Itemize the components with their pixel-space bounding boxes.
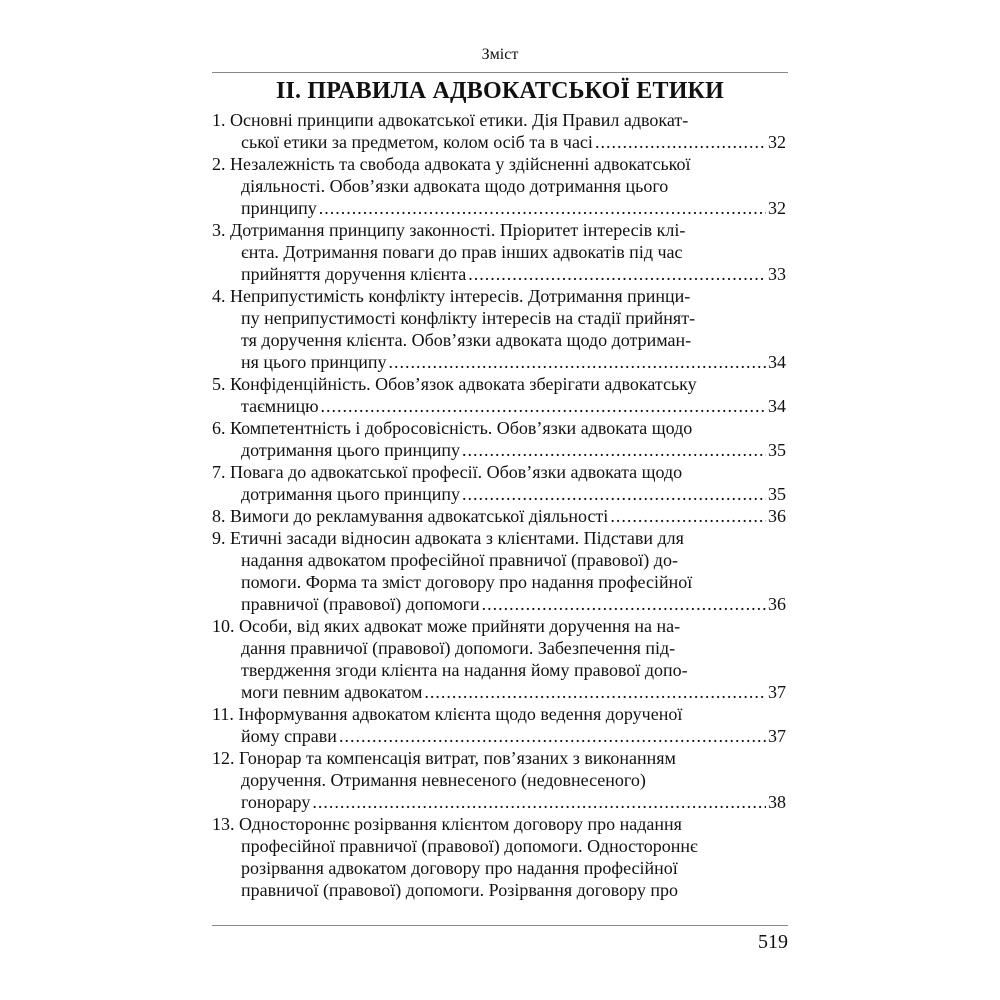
dot-leader: [389, 351, 767, 373]
toc-entry-line: розірвання адвокатом договору про надання професійної: [241, 858, 678, 878]
toc-entry-line: [212, 197, 786, 219]
toc-entry: [212, 527, 786, 615]
table-of-contents: [212, 109, 786, 901]
toc-entry-line: [212, 131, 786, 153]
dot-leader: [595, 131, 766, 153]
toc-entry: [212, 505, 786, 527]
footer-rule: [212, 925, 788, 926]
toc-page-number: 34: [768, 396, 786, 416]
toc-entry-line: 12. Гонорар та компенсація витрат, пов’язаних з виконанням: [212, 748, 676, 768]
toc-entry: [212, 461, 786, 505]
toc-entry-line: 2. Незалежність та свобода адвоката у здійсненні адвокатської: [212, 154, 691, 174]
dot-leader: [462, 483, 766, 505]
toc-entry: [212, 747, 786, 813]
toc-entry-line: 4. Неприпустимість конфлікту інтересів. Дотримання принци-: [212, 286, 691, 306]
toc-entry-line: надання адвокатом професійної правничої (правової) до-: [241, 550, 678, 570]
toc-entry-line: 1. Основні принципи адвокатської етики. Дія Правил адвокат-: [212, 110, 689, 130]
toc-page-number: 33: [768, 264, 786, 284]
toc-entry-text: прийняття доручення клієнта: [241, 264, 467, 284]
toc-page-number: 38: [768, 792, 786, 812]
toc-entry-text: таємницю: [241, 396, 319, 416]
toc-entry-line: [212, 483, 786, 505]
dot-leader: [468, 263, 766, 285]
toc-entry: [212, 109, 786, 153]
toc-entry: [212, 615, 786, 703]
toc-entry-line: 3. Дотримання принципу законності. Пріоритет інтересів клі-: [212, 220, 686, 240]
toc-page-number: 32: [768, 198, 786, 218]
toc-entry-text: ської етики за предметом, колом осіб та в часі: [241, 132, 593, 152]
toc-entry-line: твердження згоди клієнта на надання йому правової допо-: [241, 660, 688, 680]
toc-page-number: 36: [768, 506, 786, 526]
dot-leader: [312, 791, 766, 813]
toc-page-number: 34: [768, 352, 786, 372]
toc-entry-line: 5. Конфіденційність. Обов’язок адвоката зберігати адвокатську: [212, 374, 697, 394]
toc-page-number: 37: [768, 726, 786, 746]
toc-page-number: 36: [768, 594, 786, 614]
toc-entry-line: [212, 505, 786, 527]
toc-entry-line: 9. Етичні засади відносин адвоката з клієнтами. Підстави для: [212, 528, 684, 548]
toc-entry-line: помоги. Форма та зміст договору про надання професійної: [241, 572, 693, 592]
toc-entry-line: правничої (правової) допомоги. Розірвання договору про: [241, 880, 678, 900]
toc-entry: [212, 373, 786, 417]
dot-leader: [321, 395, 766, 417]
toc-entry-text: гонорару: [241, 792, 311, 812]
toc-entry: [212, 703, 786, 747]
toc-entry-line: 11. Інформування адвокатом клієнта щодо ведення дорученої: [212, 704, 683, 724]
toc-entry-line: [212, 351, 786, 373]
dot-leader: [462, 439, 766, 461]
toc-entry-text: 8. Вимоги до рекламування адвокатської діяльності: [212, 506, 609, 526]
toc-entry-line: [212, 593, 786, 615]
toc-entry-text: ня цього принципу: [241, 352, 387, 372]
toc-entry-line: єнта. Дотримання поваги до прав інших адвокатів під час: [241, 242, 683, 262]
toc-entry-line: [212, 439, 786, 461]
toc-entry-line: 7. Повага до адвокатської професії. Обов’язки адвоката щодо: [212, 462, 683, 482]
section-title: ІІ. ПРАВИЛА АДВОКАТСЬКОЇ ЕТИКИ: [275, 78, 725, 104]
toc-entry-line: [212, 791, 786, 813]
page-number: 519: [758, 931, 788, 953]
toc-page-number: 37: [768, 682, 786, 702]
toc-entry-line: [212, 681, 786, 703]
toc-page-number: 35: [768, 440, 786, 460]
running-head: Зміст: [481, 46, 519, 63]
dot-leader: [319, 197, 766, 219]
toc-entry-line: 6. Компетентність і добросовісність. Обов’язки адвоката щодо: [212, 418, 693, 438]
toc-entry-text: дотримання цього принципу: [241, 484, 461, 504]
toc-entry-text: йому справи: [241, 726, 337, 746]
toc-entry: [212, 219, 786, 285]
toc-entry-line: діяльності. Обов’язки адвоката щодо дотримання цього: [241, 176, 669, 196]
toc-entry-text: дотримання цього принципу: [241, 440, 461, 460]
toc-entry-line: [212, 263, 786, 285]
toc-entry-line: [212, 395, 786, 417]
toc-entry: [212, 417, 786, 461]
toc-entry: [212, 285, 786, 373]
toc-entry-line: доручення. Отримання невнесеного (недовнесеного): [241, 770, 646, 790]
toc-page-number: 35: [768, 484, 786, 504]
dot-leader: [339, 725, 766, 747]
dot-leader: [610, 505, 766, 527]
dot-leader: [482, 593, 766, 615]
header-rule: [212, 72, 788, 73]
toc-entry-text: моги певним адвокатом: [241, 682, 423, 702]
toc-entry-text: принципу: [241, 198, 317, 218]
toc-entry-line: 13. Одностороннє розірвання клієнтом договору про надання: [212, 814, 682, 834]
toc-entry-line: професійної правничої (правової) допомоги. Одностороннє: [241, 836, 698, 856]
toc-entry: [212, 813, 786, 901]
toc-entry-line: тя доручення клієнта. Обов’язки адвоката щодо дотриман-: [241, 330, 692, 350]
toc-entry-text: правничої (правової) допомоги: [241, 594, 480, 614]
toc-entry-line: 10. Особи, від яких адвокат може прийняти доручення на на-: [212, 616, 681, 636]
toc-entry-line: дання правничої (правової) допомоги. Забезпечення під-: [241, 638, 676, 658]
dot-leader: [424, 681, 766, 703]
toc-entry: [212, 153, 786, 219]
toc-entry-line: пу неприпустимості конфлікту інтересів на стадії прийнят-: [241, 308, 696, 328]
toc-entry-line: [212, 725, 786, 747]
toc-page-number: 32: [768, 132, 786, 152]
